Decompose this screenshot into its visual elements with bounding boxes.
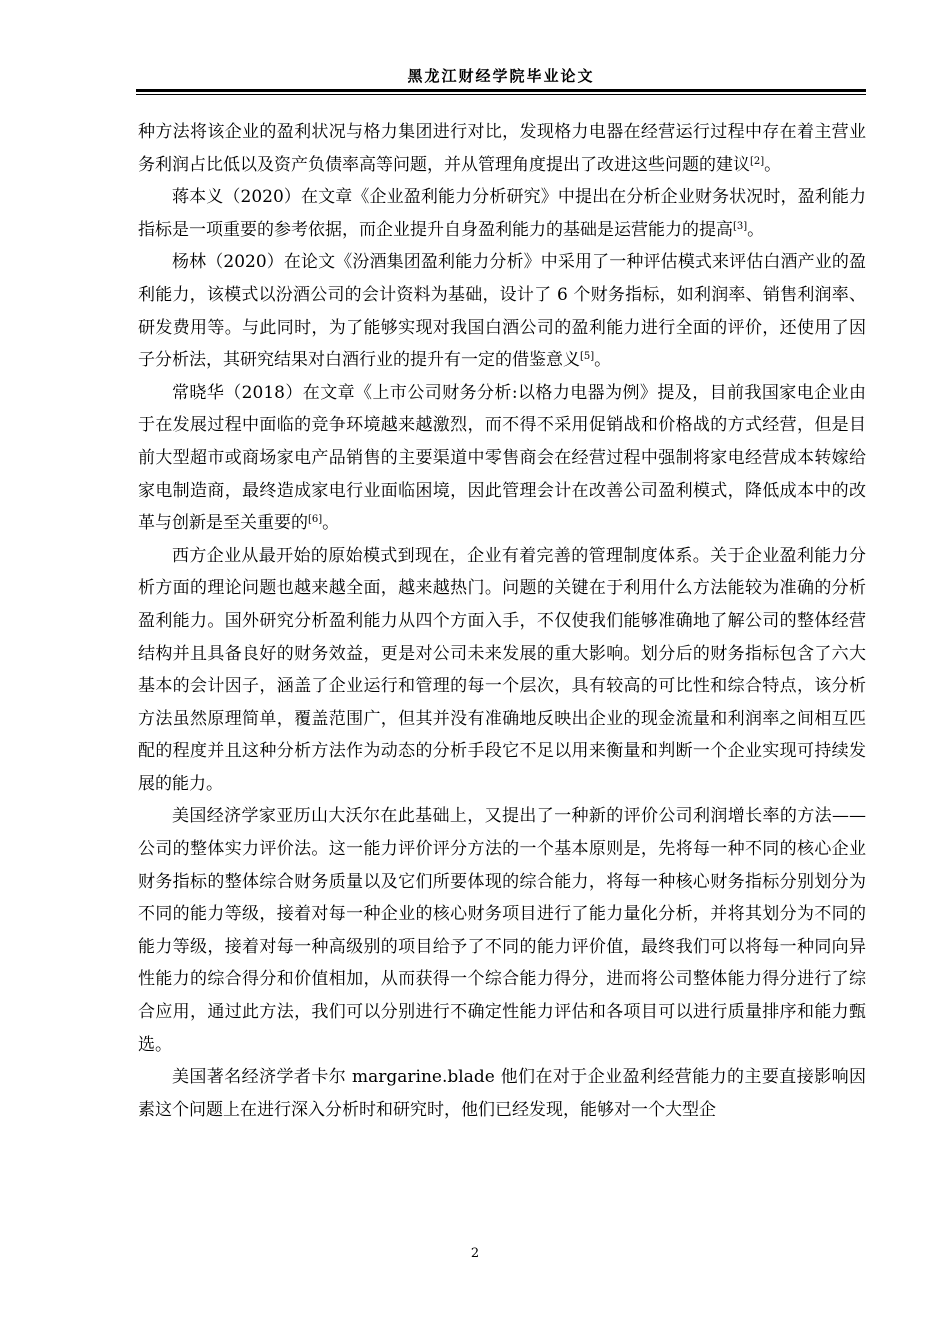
paragraph: 种方法将该企业的盈利状况与格力集团进行对比，发现格力电器在经营运行过程中存在着主营业务利润占比低以及资产负债率高等问题，并从管理角度提出了改进这些问题的建议[2]。 [138,122,866,175]
citation: [3] [733,220,748,232]
header-rule-thin [136,94,866,95]
paragraph: 杨林（2020）在论文《汾酒集团盈利能力分析》中采用了一种评估模式来评估白酒产业的盈利能力，该模式以汾酒公司的会计资料为基础，设计了 6 个财务指标，如利润率、销售利润率、研发费用等。与此同时，为了能够实现对我国白酒公司的盈利能力进行全面的评价，还使用了因子分析法，其研究结果对白酒行业的提升有一定的借鉴意义[5]。 [138,252,866,371]
running-header: 黑龙江财经学院毕业论文 [407,67,595,85]
citation: [5] [580,351,595,363]
citation: [6] [308,514,323,526]
header-rule-thick [136,89,866,92]
citation: [2] [750,155,765,167]
paragraph: 蒋本义（2020）在文章《企业盈利能力分析研究》中提出在分析企业财务状况时，盈利能力指标是一项重要的参考依据，而企业提升自身盈利能力的基础是运营能力的提高[3]。 [138,187,866,240]
body-text [138,116,866,1126]
paragraph: 常晓华（2018）在文章《上市公司财务分析:以格力电器为例》提及，目前我国家电企业由于在发展过程中面临的竞争环境越来越激烈，而不得不采用促销战和价格战的方式经营，但是目前大型超市或商场家电产品销售的主要渠道中零售商会在经营过程中强制将家电经营成本转嫁给家电制造商，最终造成家电行业面临困境，因此管理会计在改善公司盈利模式，降低成本中的改革与创新是至关重要的[6]。 [138,382,866,534]
paragraph: 西方企业从最开始的原始模式到现在，企业有着完善的管理制度体系。关于企业盈利能力分析方面的理论问题也越来越全面，越来越热门。问题的关键在于利用什么方法能较为准确的分析盈利能力。国外研究分析盈利能力从四个方面入手，不仅使我们能够准确地了解公司的整体经营结构并且具备良好的财务效益，更是对公司未来发展的重大影响。划分后的财务指标包含了六大基本的会计因子，涵盖了企业运行和管理的每一个层次，具有较高的可比性和综合特点，该分析方法虽然原理简单，覆盖范围广，但其并没有准确地反映出企业的现金流量和利润率之间相互匹配的程度并且这种分析方法作为动态的分析手段它不足以用来衡量和判断一个企业实现可持续发展的能力。 [138,545,866,794]
paragraph: 美国经济学家亚历山大沃尔在此基础上，又提出了一种新的评价公司利润增长率的方法——公司的整体实力评价法。这一能力评价评分方法的一个基本原则是，先将每一种不同的核心企业财务指标的整体综合财务质量以及它们所要体现的综合能力，将每一种核心财务指标分别划分为不同的能力等级，接着对每一种企业的核心财务项目进行了能力量化分析，并将其划分为不同的能力等级，接着对每一种高级别的项目给予了不同的能力评价值，最终我们可以将每一种同向异性能力的综合得分和价值相加，从而获得一个综合能力得分，进而将公司整体能力得分进行了综合应用，通过此方法，我们可以分别进行不确定性能力评估和各项目可以进行质量排序和能力甄选。 [138,806,866,1055]
paragraph: 美国著名经济学者卡尔 margarine.blade 他们在对于企业盈利经营能力的主要直接影响因素这个问题上在进行深入分析时和研究时，他们已经发现，能够对一个大型企 [138,1067,866,1120]
page-number: 2 [470,1246,480,1261]
